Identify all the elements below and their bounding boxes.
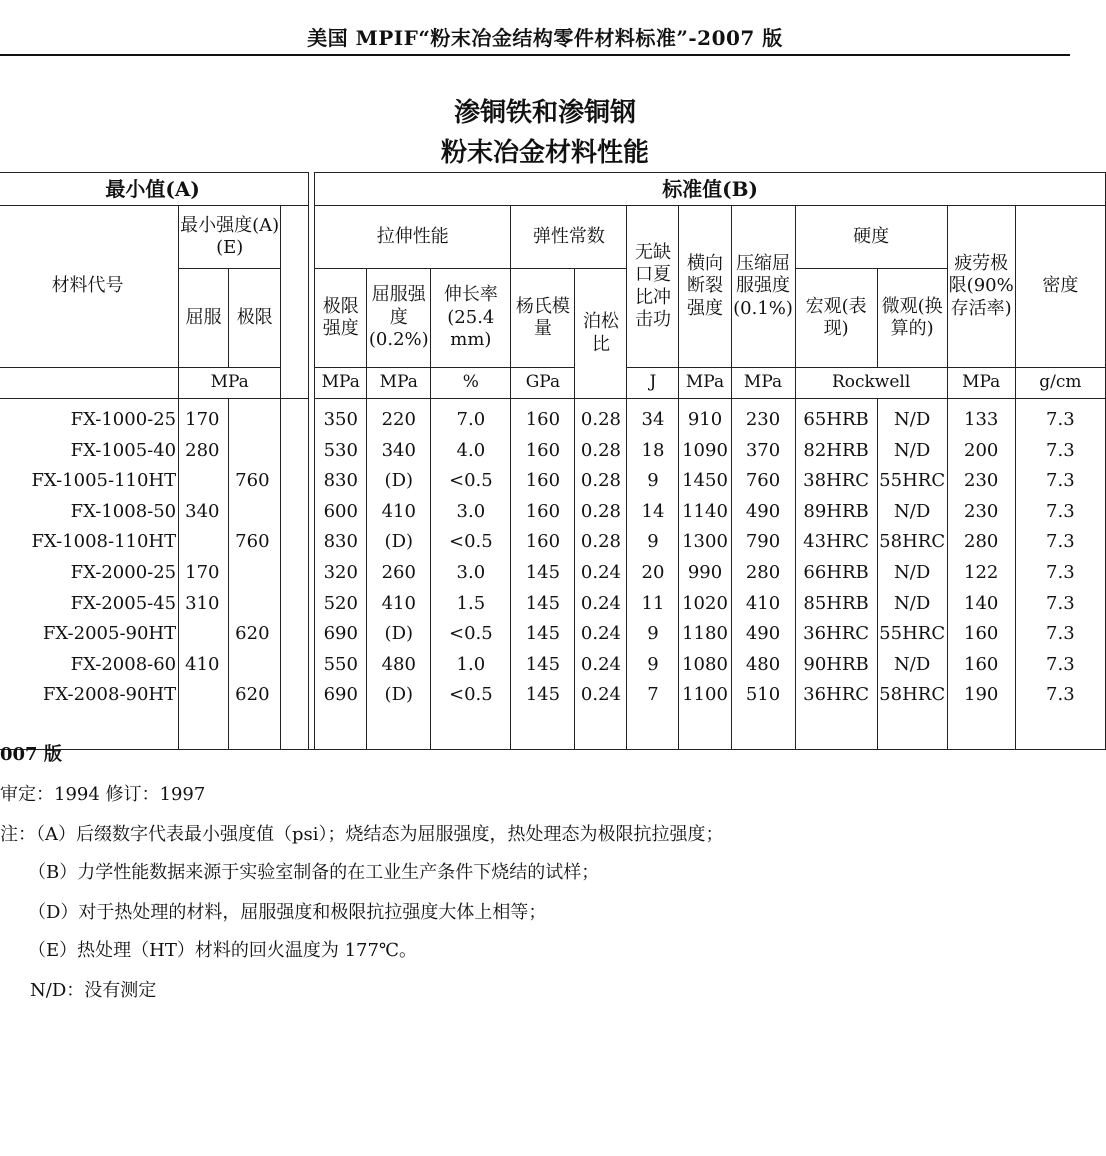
cell-ultimate: 620 [229,619,281,650]
cell-elongation: <0.5 [431,527,511,558]
cell-ys: (D) [367,527,431,558]
cell-elongation: <0.5 [431,466,511,497]
cell-elongation: 3.0 [431,497,511,528]
cell-uts: 830 [315,466,367,497]
cell-blank [281,466,309,497]
header-elongation: 伸长率(25.4 mm) [431,269,511,368]
cell-density: 7.3 [1015,650,1105,681]
cell-young: 145 [511,650,575,681]
cell-uts: 520 [315,589,367,620]
header-macro-hardness: 宏观(表现) [795,269,877,368]
header-impact: 无缺口夏比冲击功 [627,206,679,368]
cell-ys: 220 [367,399,431,436]
cell-young: 160 [511,466,575,497]
cell-trs: 1300 [679,527,731,558]
cell-compressive: 280 [731,558,795,589]
document-title-line2: 粉末冶金材料性能 [440,138,649,168]
cell-trs: 1450 [679,466,731,497]
cell-ys: 410 [367,497,431,528]
unit-trs: MPa [679,368,731,399]
cell-fatigue: 230 [947,497,1015,528]
cell-macro: 36HRC [795,680,877,711]
cell-code: FX-2005-90HT [0,619,179,650]
cell-compressive: 760 [731,466,795,497]
unit-impact: J [627,368,679,399]
cell-poisson: 0.24 [575,650,627,681]
cell-yield: 170 [179,399,229,436]
cell-compressive: 790 [731,527,795,558]
cell-trs: 1140 [679,497,731,528]
cell-young: 145 [511,619,575,650]
table-row [0,497,1106,528]
group-header-min: 最小值(A) [0,173,309,206]
cell-code: FX-2008-90HT [0,680,179,711]
cell-trs: 1090 [679,436,731,467]
cell-density: 7.3 [1015,589,1105,620]
cell-density: 7.3 [1015,680,1105,711]
cell-young: 145 [511,558,575,589]
cell-blank [281,497,309,528]
header-elastic: 弹性常数 [511,206,627,269]
unit-hardness: Rockwell [795,368,947,399]
cell-fatigue: 190 [947,680,1015,711]
cell-blank [281,650,309,681]
cell-ultimate: 620 [229,680,281,711]
cell-impact: 34 [627,399,679,436]
cell-macro: 85HRB [795,589,877,620]
cell-young: 145 [511,680,575,711]
cell-young: 160 [511,497,575,528]
cell-yield: 280 [179,436,229,467]
cell-micro: 58HRC [877,680,947,711]
cell-impact: 9 [627,619,679,650]
cell-compressive: 490 [731,619,795,650]
cell-blank [281,619,309,650]
cell-compressive: 480 [731,650,795,681]
cell-impact: 7 [627,680,679,711]
cell-micro: N/D [877,497,947,528]
cell-code: FX-2008-60 [0,650,179,681]
cell-poisson: 0.28 [575,436,627,467]
cell-blank [281,589,309,620]
cell-ultimate [229,436,281,467]
cell-elongation: 1.5 [431,589,511,620]
cell-density: 7.3 [1015,527,1105,558]
cell-impact: 9 [627,466,679,497]
cell-uts: 320 [315,558,367,589]
cell-code: FX-2000-25 [0,558,179,589]
cell-poisson: 0.28 [575,527,627,558]
cell-trs: 990 [679,558,731,589]
header-micro-hardness: 微观(换算的) [877,269,947,368]
cell-young: 160 [511,527,575,558]
cell-poisson: 0.24 [575,619,627,650]
cell-yield: 310 [179,589,229,620]
table-row [0,650,1106,681]
cell-fatigue: 140 [947,589,1015,620]
cell-compressive: 490 [731,497,795,528]
unit-young: GPa [511,368,575,399]
cell-code: FX-1008-50 [0,497,179,528]
cell-yield: 410 [179,650,229,681]
cell-compressive: 370 [731,436,795,467]
cell-uts: 690 [315,680,367,711]
page-header-title: 美国 MPIF“粉末冶金结构零件材料标准”-2007 版 [307,26,783,50]
unit-elongation: % [431,368,511,399]
header-blank [281,206,309,399]
cell-fatigue: 160 [947,650,1015,681]
cell-young: 145 [511,589,575,620]
header-hardness: 硬度 [795,206,947,269]
cell-micro: 58HRC [877,527,947,558]
cell-young: 160 [511,399,575,436]
cell-elongation: 3.0 [431,558,511,589]
table-row [0,558,1106,589]
cell-yield: 170 [179,558,229,589]
cell-macro: 82HRB [795,436,877,467]
table-row [0,680,1106,711]
header-yield: 屈服 [179,269,229,368]
cell-ys: (D) [367,680,431,711]
cell-ultimate [229,399,281,436]
header-uts: 极限强度 [315,269,367,368]
cell-elongation: <0.5 [431,680,511,711]
cell-ultimate [229,589,281,620]
cell-yield [179,527,229,558]
unit-min: MPa [179,368,281,399]
cell-fatigue: 280 [947,527,1015,558]
cell-blank [281,680,309,711]
cell-micro: N/D [877,399,947,436]
note-edition: 007 版 [0,744,62,765]
cell-ys: 260 [367,558,431,589]
cell-impact: 11 [627,589,679,620]
cell-poisson: 0.28 [575,466,627,497]
cell-ultimate [229,497,281,528]
cell-micro: N/D [877,650,947,681]
unit-fatigue: MPa [947,368,1015,399]
cell-micro: N/D [877,558,947,589]
table-row [0,619,1106,650]
cell-fatigue: 200 [947,436,1015,467]
cell-impact: 9 [627,527,679,558]
table-row [0,589,1106,620]
cell-micro: N/D [877,436,947,467]
cell-uts: 690 [315,619,367,650]
table-row [0,436,1106,467]
cell-micro: N/D [877,589,947,620]
cell-macro: 90HRB [795,650,877,681]
cell-yield [179,466,229,497]
header-density: 密度 [1015,206,1105,368]
table-row [0,399,1106,436]
cell-elongation: <0.5 [431,619,511,650]
cell-young: 160 [511,436,575,467]
cell-density: 7.3 [1015,436,1105,467]
cell-yield [179,680,229,711]
cell-poisson: 0.28 [575,399,627,436]
cell-code: FX-1000-25 [0,399,179,436]
cell-yield: 340 [179,497,229,528]
header-transverse: 横向断裂强度 [679,206,731,368]
cell-fatigue: 122 [947,558,1015,589]
cell-micro: 55HRC [877,619,947,650]
cell-micro: 55HRC [877,466,947,497]
note-nd: N/D：没有测定 [30,980,157,1001]
cell-blank [281,399,309,436]
cell-impact: 18 [627,436,679,467]
cell-uts: 830 [315,527,367,558]
cell-ultimate: 760 [229,527,281,558]
note-e: （E）热处理（HT）材料的回火温度为 177℃。 [28,940,418,961]
cell-impact: 14 [627,497,679,528]
cell-yield [179,619,229,650]
cell-blank [281,527,309,558]
cell-ultimate [229,650,281,681]
header-ultimate: 极限 [229,269,281,368]
header-rule [0,54,1070,56]
cell-macro: 43HRC [795,527,877,558]
cell-density: 7.3 [1015,558,1105,589]
cell-trs: 1020 [679,589,731,620]
cell-elongation: 1.0 [431,650,511,681]
cell-fatigue: 230 [947,466,1015,497]
header-min-strength: 最小强度(A)(E) [179,206,281,269]
unit-ys: MPa [367,368,431,399]
cell-trs: 1100 [679,680,731,711]
document-title-line1: 渗铜铁和渗铜钢 [453,98,636,128]
header-poisson: 泊松比 [575,269,627,399]
cell-blank [281,558,309,589]
cell-ultimate [229,558,281,589]
cell-density: 7.3 [1015,619,1105,650]
group-header-typical: 标准值(B) [315,173,1106,206]
note-d: （D）对于热处理的材料，屈服强度和极限抗拉强度大体上相等； [28,902,547,923]
unit-compressive: MPa [731,368,795,399]
cell-uts: 600 [315,497,367,528]
cell-elongation: 4.0 [431,436,511,467]
cell-macro: 89HRB [795,497,877,528]
cell-fatigue: 133 [947,399,1015,436]
cell-trs: 1180 [679,619,731,650]
cell-trs: 910 [679,399,731,436]
cell-code: FX-1005-110HT [0,466,179,497]
cell-code: FX-1005-40 [0,436,179,467]
cell-elongation: 7.0 [431,399,511,436]
note-dates: 审定：1994 修订：1997 [0,784,206,805]
cell-compressive: 410 [731,589,795,620]
cell-density: 7.3 [1015,497,1105,528]
note-a: 注：（A）后缀数字代表最小强度值（psi）；烧结态为屈服强度，热处理态为极限抗拉强度； [0,824,724,845]
header-fatigue: 疲劳极限(90%存活率) [947,206,1015,368]
header-material-code: 材料代号 [0,206,179,368]
cell-code: FX-1008-110HT [0,527,179,558]
cell-fatigue: 160 [947,619,1015,650]
unit-density: g/cm [1015,368,1105,399]
cell-ys: 340 [367,436,431,467]
cell-ys: 480 [367,650,431,681]
header-ys: 屈服强度(0.2%) [367,269,431,368]
cell-poisson: 0.24 [575,680,627,711]
cell-compressive: 510 [731,680,795,711]
cell-poisson: 0.24 [575,589,627,620]
cell-uts: 350 [315,399,367,436]
unit-uts: MPa [315,368,367,399]
header-youngs-modulus: 杨氏模量 [511,269,575,368]
cell-uts: 530 [315,436,367,467]
cell-poisson: 0.24 [575,558,627,589]
cell-compressive: 230 [731,399,795,436]
cell-code: FX-2005-45 [0,589,179,620]
table-row [0,527,1106,558]
cell-poisson: 0.28 [575,497,627,528]
cell-ultimate: 760 [229,466,281,497]
note-b: （B）力学性能数据来源于实验室制备的在工业生产条件下烧结的试样； [28,862,600,883]
header-compressive: 压缩屈服强度(0.1%) [731,206,795,368]
unit-blank [0,368,179,399]
cell-macro: 65HRB [795,399,877,436]
table-row [0,466,1106,497]
cell-blank [281,436,309,467]
properties-table [0,172,1106,750]
cell-impact: 20 [627,558,679,589]
table-filler-row [0,711,1106,750]
cell-ys: (D) [367,619,431,650]
cell-macro: 36HRC [795,619,877,650]
cell-ys: 410 [367,589,431,620]
cell-macro: 66HRB [795,558,877,589]
header-tensile: 拉伸性能 [315,206,511,269]
cell-trs: 1080 [679,650,731,681]
cell-density: 7.3 [1015,399,1105,436]
cell-impact: 9 [627,650,679,681]
cell-macro: 38HRC [795,466,877,497]
cell-uts: 550 [315,650,367,681]
cell-ys: (D) [367,466,431,497]
cell-density: 7.3 [1015,466,1105,497]
